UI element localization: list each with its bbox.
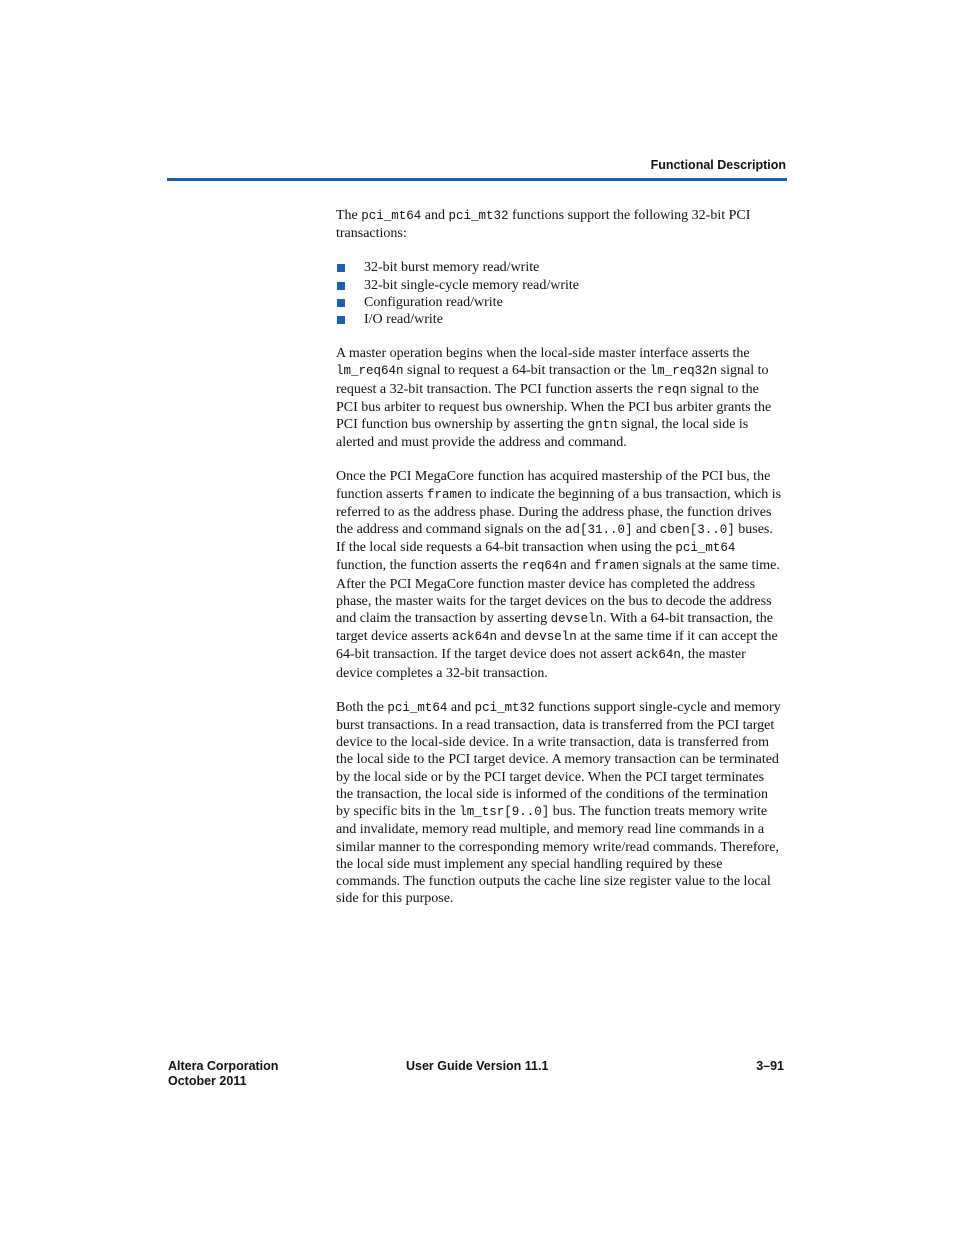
signal-name: pci_mt32 [448, 209, 509, 223]
signal-name: req64n [521, 559, 567, 574]
square-bullet-icon [337, 299, 345, 307]
signal-name: pci_mt64 [387, 700, 448, 715]
signal-name: gntn [587, 418, 618, 433]
list-item: Configuration read/write [336, 294, 784, 311]
company-name: Altera Corporation [168, 1059, 279, 1073]
signal-name: devseln [524, 630, 577, 645]
signal-name: lm_tsr[9..0] [459, 805, 550, 820]
signal-name: ack64n [635, 648, 681, 663]
main-content [336, 207, 784, 924]
square-bullet-icon [337, 264, 345, 272]
signal-name: lm_req64n [336, 364, 404, 379]
signal-name: pci_mt64 [675, 541, 736, 556]
address-phase-paragraph: Once the PCI MegaCore function has acquired mastership of the PCI bus, the function asserts framen to indicate the beginning of a bus transaction, which is referred to as the address phase. During the address phase, the function drives the address and command signals on the ad[31..0] and cben[3..0] buses. If the local side requests a 64-bit transaction when using the pci_mt64 function, the function asserts the req64n and framen signals at the same time. After the PCI MegaCore function master device has completed the address phase, the master waits for the target devices on the bus to decode the address and claim the transaction by asserting devseln. With a 64-bit transaction, the target device asserts ack64n and devseln at the same time if it can accept the 64-bit transaction. If the target device does not assert ack64n, the master device completes a 32-bit transaction. [336, 469, 782, 681]
signal-name: framen [426, 487, 472, 502]
footer-left [168, 1059, 278, 1089]
master-operation-paragraph: A master operation begins when the local-side master interface asserts the lm_req64n signal to request a 64-bit transaction or the lm_req32n signal to request a 32-bit transaction. The PCI function asserts the reqn signal to the PCI bus arbiter to request bus ownership. When the PCI bus arbiter grants the PCI function bus ownership by asserting the gntn signal, the local side is alerted and must provide the address and command. [336, 346, 772, 451]
square-bullet-icon [337, 282, 345, 290]
guide-version: User Guide Version 11.1 [406, 1059, 549, 1073]
intro-paragraph: The pci_mt64 and pci_mt32 functions support the following 32-bit PCI transactions: [336, 208, 751, 242]
signal-name: ack64n [451, 630, 497, 645]
list-item: I/O read/write [336, 311, 784, 328]
running-header: Functional Description [650, 158, 786, 172]
signal-name: lm_req32n [649, 364, 718, 379]
signal-name: reqn [656, 382, 687, 397]
transaction-list [336, 259, 784, 328]
transactions-paragraph: Both the pci_mt64 and pci_mt32 functions support single-cycle and memory burst transactions. In a read transaction, data is transferred from the PCI target device to the local-side device. In a write transaction, data is transferred from the local side to the PCI target device. A memory transaction can be terminated by the local side or by the PCI target device. When the PCI target terminates the transaction, the local side is informed of the conditions of the termination by specific bits in the lm_tsr[9..0] bus. The function treats memory write and invalidate, memory read multiple, and memory read line commands in a similar manner to the corresponding memory write/read commands. Therefore, the local side must implement any special handling required by these commands. The function outputs the cache line size register value to the local side for this purpose. [336, 699, 781, 907]
signal-name: ad[31..0] [565, 523, 633, 538]
list-item: 32-bit single-cycle memory read/write [336, 277, 784, 294]
signal-name: pci_mt64 [361, 209, 422, 223]
signal-name: cben[3..0] [659, 523, 735, 538]
square-bullet-icon [337, 316, 345, 324]
list-item: 32-bit burst memory read/write [336, 259, 784, 276]
page-number: 3–91 [756, 1059, 784, 1073]
signal-name: framen [594, 559, 640, 574]
publication-date: October 2011 [168, 1074, 247, 1088]
signal-name: pci_mt32 [474, 700, 535, 715]
signal-name: devseln [550, 612, 604, 627]
header-rule [167, 178, 787, 181]
